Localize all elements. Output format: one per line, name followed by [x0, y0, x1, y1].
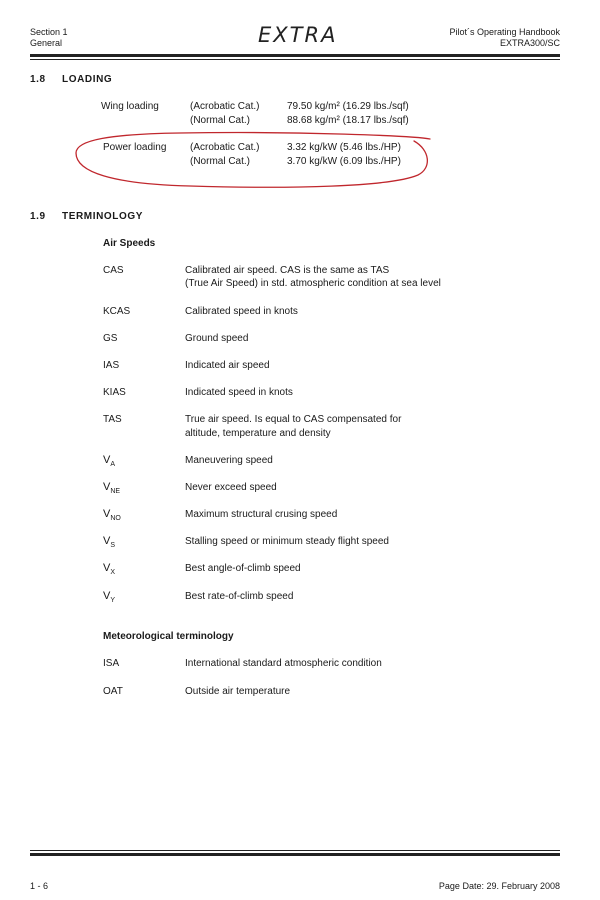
- term-tas: TAS: [103, 414, 122, 425]
- power-acro-cat: (Acrobatic Cat.): [190, 142, 260, 153]
- term-vno: $V_{NO}$: [103, 508, 121, 522]
- term-gs-desc: Ground speed: [185, 333, 249, 344]
- wing-norm-value: 88.68 kg/m² (18.17 lbs./sqf): [287, 115, 409, 126]
- term-vs: $V_S$: [103, 535, 116, 549]
- term-cas: CAS: [103, 265, 124, 276]
- term-ias: IAS: [103, 360, 120, 371]
- loading-heading: LOADING: [62, 74, 113, 85]
- power-norm-value: 3.70 kg/kW (6.09 lbs./HP): [287, 156, 401, 167]
- term-isa: ISA: [103, 658, 120, 669]
- term-vx-desc: Best angle-of-climb speed: [185, 563, 301, 574]
- term-cas-desc-1: Calibrated air speed. CAS is the same as TAS: [185, 265, 390, 276]
- handbook-title: Pilot´s Operating Handbook: [449, 27, 560, 37]
- term-vne-desc: Never exceed speed: [185, 482, 277, 493]
- footer-rule-thick: [30, 853, 560, 856]
- footer-rule-thin: [30, 850, 560, 851]
- term-vy-desc: Best rate-of-climb speed: [185, 591, 294, 602]
- wing-loading-label: Wing loading: [101, 101, 159, 112]
- terminology-number: 1.9: [30, 211, 46, 222]
- terminology-heading: TERMINOLOGY: [62, 211, 144, 222]
- term-kias: KIAS: [103, 387, 126, 398]
- term-vne: $V_{NE}$: [103, 481, 121, 495]
- term-oat-desc: Outside air temperature: [185, 686, 291, 697]
- power-norm-cat: (Normal Cat.): [190, 156, 251, 167]
- term-vy: $V_Y$: [103, 590, 116, 604]
- wing-acro-value: 79.50 kg/m² (16.29 lbs./sqf): [287, 101, 409, 112]
- section-number: Section 1: [30, 27, 68, 37]
- term-va-desc: Maneuvering speed: [185, 455, 273, 466]
- power-acro-value: 3.32 kg/kW (5.46 lbs./HP): [287, 142, 401, 153]
- term-cas-desc-2: (True Air Speed) in std. atmospheric condition at sea level: [185, 278, 441, 289]
- page-date: Page Date: 29. February 2008: [438, 881, 560, 891]
- term-vs-desc: Stalling speed or minimum steady flight speed: [185, 536, 389, 547]
- term-isa-desc: International standard atmospheric condition: [185, 658, 382, 669]
- loading-number: 1.8: [30, 74, 46, 85]
- section-name: General: [30, 38, 63, 48]
- term-kias-desc: Indicated speed in knots: [185, 387, 293, 398]
- term-vno-desc: Maximum structural crusing speed: [185, 509, 338, 520]
- term-kcas-desc: Calibrated speed in knots: [185, 306, 298, 317]
- aircraft-model: EXTRA300/SC: [499, 38, 560, 48]
- wing-norm-cat: (Normal Cat.): [190, 115, 251, 126]
- term-vx: $V_X$: [103, 562, 116, 576]
- wing-acro-cat: (Acrobatic Cat.): [190, 101, 260, 112]
- term-ias-desc: Indicated air speed: [185, 360, 270, 371]
- term-oat: OAT: [103, 686, 123, 697]
- term-kcas: KCAS: [103, 306, 131, 317]
- term-va: $V_A$: [103, 454, 116, 468]
- meteorological-subheading: Meteorological terminology: [103, 631, 234, 642]
- page-number: 1 - 6: [30, 881, 49, 891]
- term-gs: GS: [103, 333, 118, 344]
- power-loading-label: Power loading: [103, 142, 167, 153]
- term-tas-desc-2: altitude, temperature and density: [185, 428, 331, 439]
- airspeeds-subheading: Air Speeds: [103, 238, 156, 249]
- extra-logo: EXTRA: [258, 23, 338, 47]
- term-tas-desc-1: True air speed. Is equal to CAS compensated for: [185, 414, 402, 425]
